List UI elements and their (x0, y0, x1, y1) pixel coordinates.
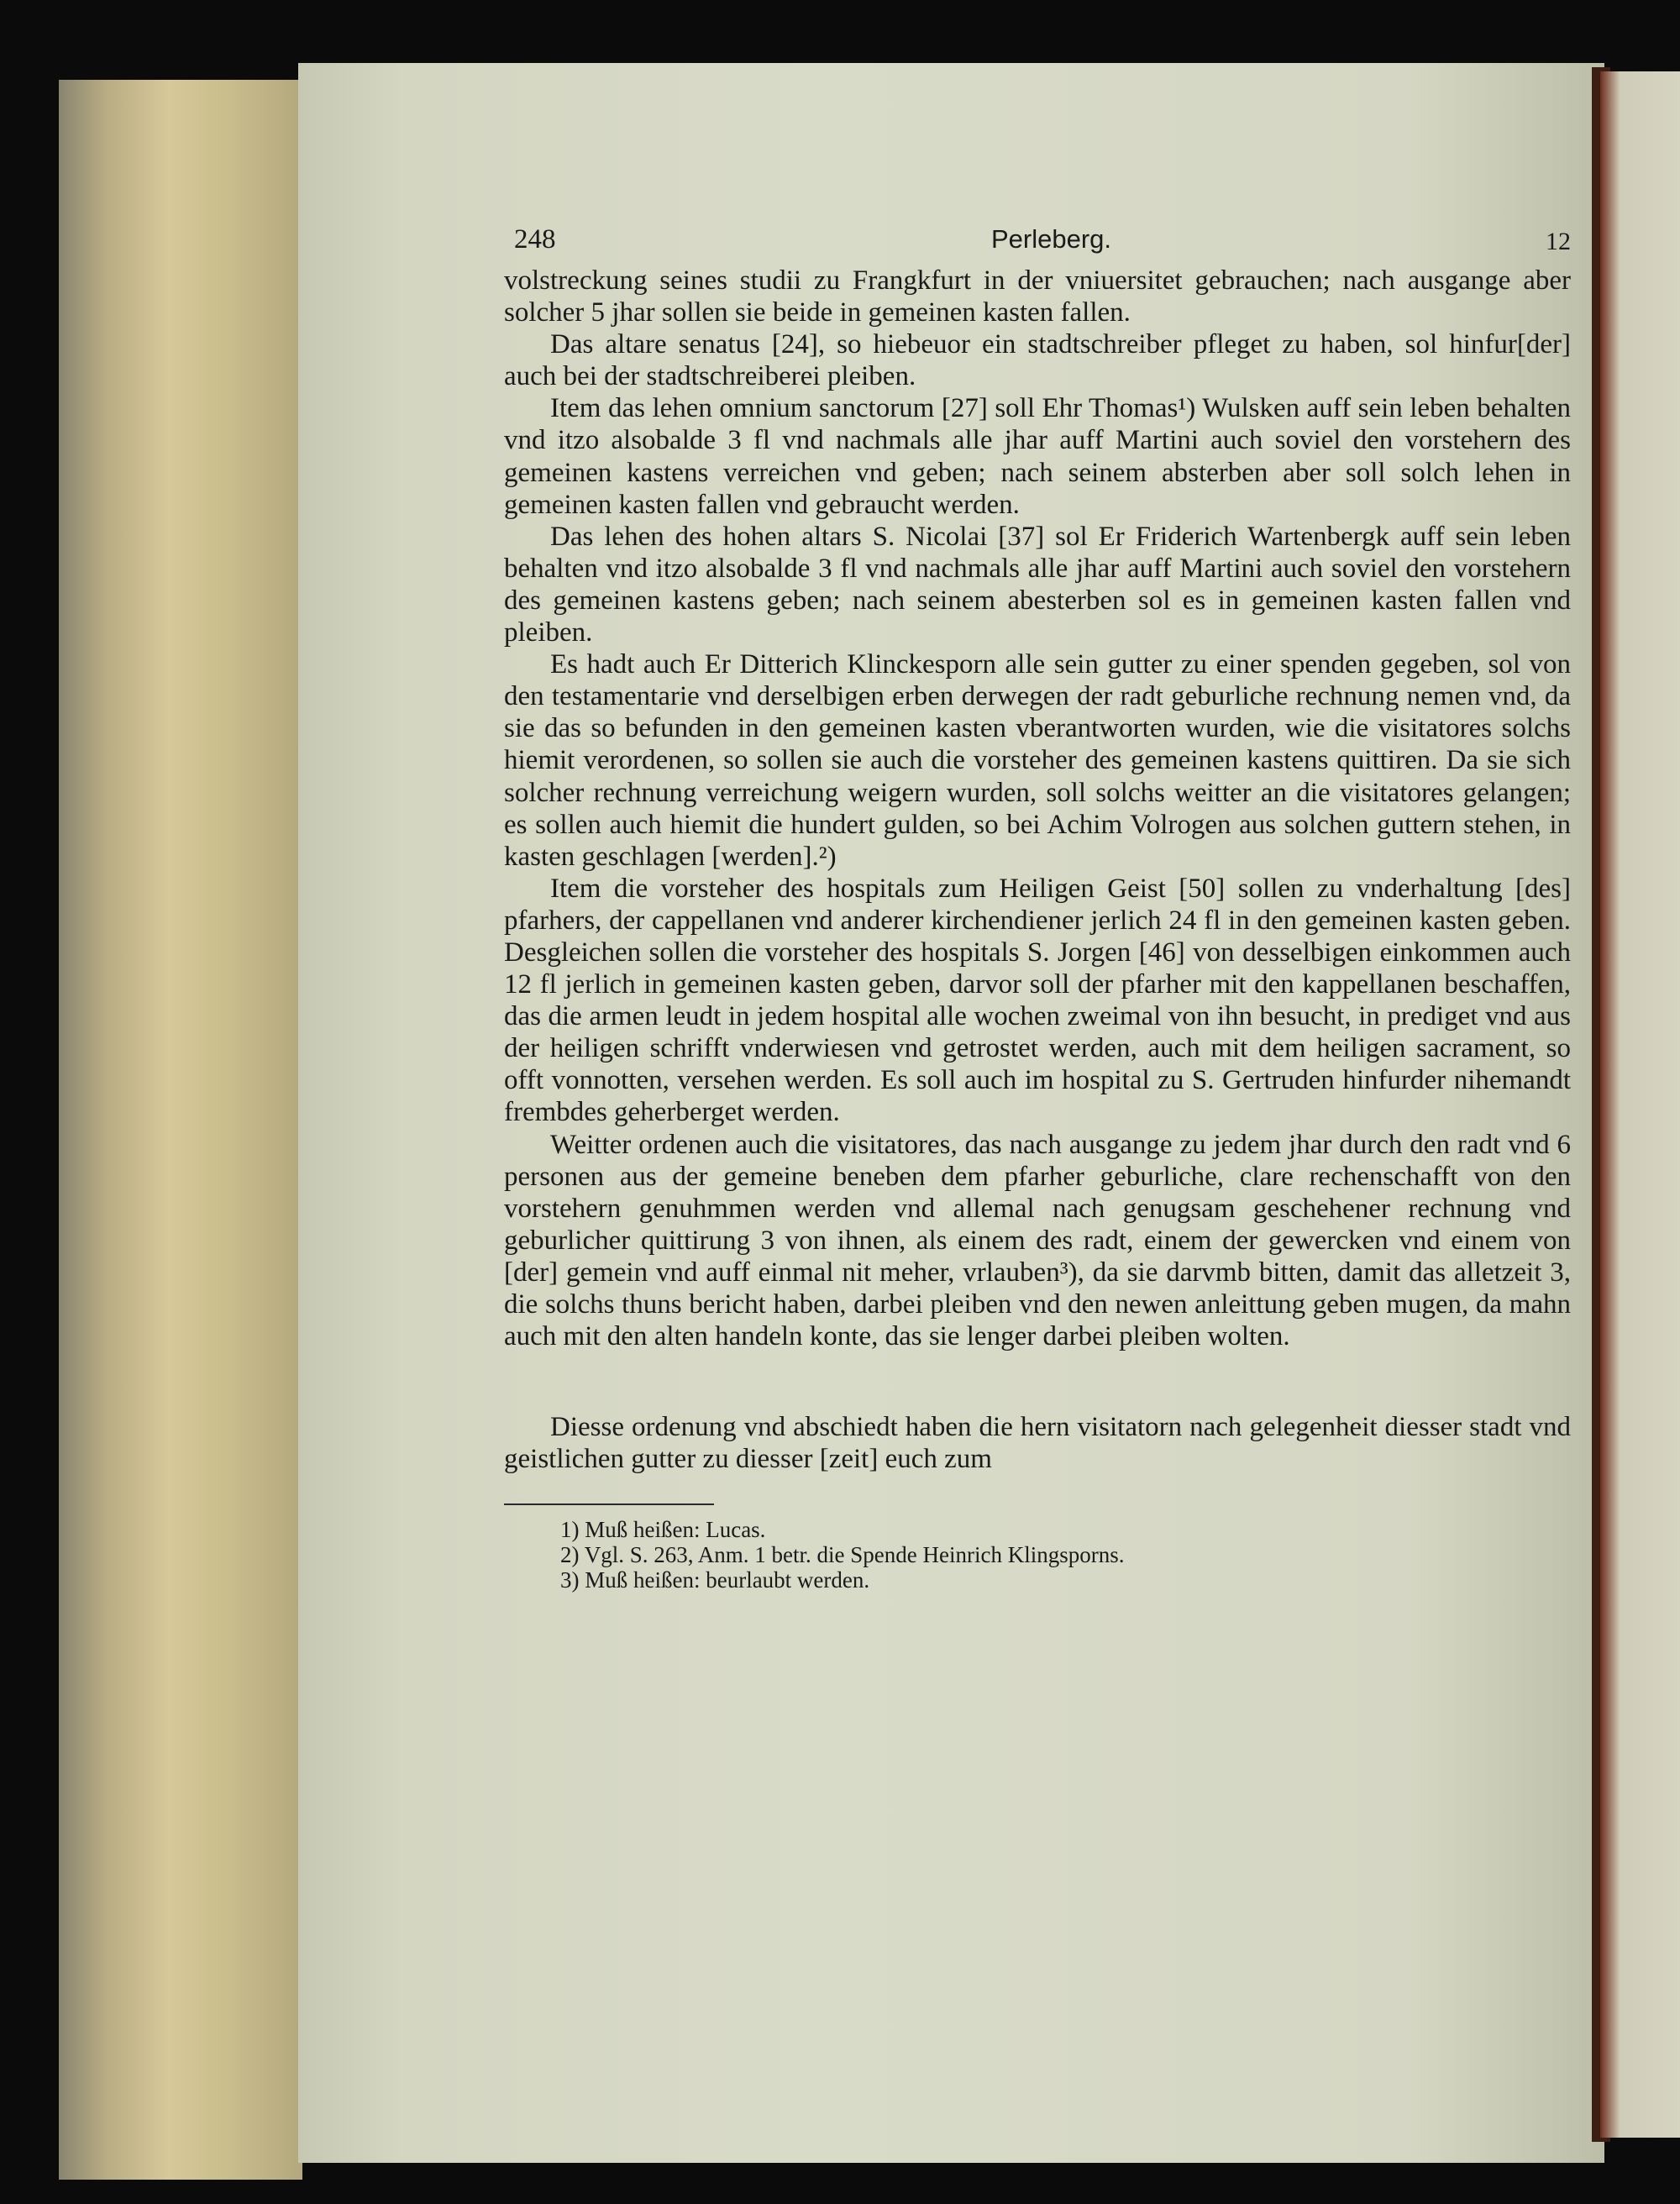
main-text (504, 265, 1571, 1475)
paragraph: Item die vorsteher des hospitals zum Heiligen Geist [50] sollen zu vnderhaltung [des] pfarhers, der cappellanen vnd anderer kirchendiener jerlich 24 fl in den gemeinen kasten geben. Desgleichen sollen die vorsteher des hospitals S. Jorgen [46] von desselbigen einkommen auch 12 fl jerlich in gemeinen kasten geben, darvor soll der pfarher mit den kappellanen beschaffen, das die armen leudt in jedem hospital alle wochen zweimal von ihn besucht, in prediget vnd aus der heiligen schrifft vnderwiesen vnd getrostet werden, auch mit dem heiligen sacrament, so offt vonnotten, versehen werden. Es soll auch im hospital zu S. Gertruden hinfurder nihemandt frembdes geherberget werden. (504, 873, 1571, 1128)
section-gap (504, 1352, 1571, 1411)
paragraph: Das altare senatus [24], so hiebeuor ein stadtschreiber pfleget zu haben, sol hinfur[der] auch bei der stadtschreiberei pleiben. (504, 329, 1571, 392)
paragraph: Weitter ordenen auch die visitatores, das nach ausgange zu jedem jhar durch den radt vnd 6 personen aus der gemeine beneben dem pfarher geburliche, clare rechenschafft von den vorstehern genuhmmen werden vnd allemal nach genugsam geschehener rechnung vnd geburlicher quittirung 3 von ihnen, als einem des radt, einem der gewercken vnd einem von [der] gemein vnd auff einmal nit meher, vrlauben³), da sie darvmb bitten, damit das alletzeit 3, die solchs thuns bericht haben, darbei pleiben vnd den newen anleittung geben mugen, da mahn auch mit den alten handeln konte, das sie lenger darbei pleiben wolten. (504, 1129, 1571, 1352)
running-title: Perleberg. (991, 224, 1112, 254)
paragraph: Es hadt auch Er Ditterich Klinckesporn alle sein gutter zu einer spenden gegeben, sol von den testamentarie vnd derselbigen erben derwegen der radt geburliche rechnung nemen vnd, da sie das so befunden in den gemeinen kasten vberantworten wurden, wie die visitatores solchs hiemit verordenen, so sollen sie auch die vorsteher des gemeinen kastens quittiren. Da sie sich solcher rechnung verreichung weigern wurden, soll solchs weitter an die visitatores gelangen; es sollen auch hiemit die hundert gulden, so bei Achim Volrogen aus solchen guttern stehen, in kasten geschlagen [werden].²) (504, 649, 1571, 872)
footnote-rule (504, 1503, 714, 1505)
footnotes (504, 1517, 1571, 1593)
page-text-block (504, 214, 1571, 1593)
paragraph: volstreckung seines studii zu Frangkfurt in der vniuersitet gebrauchen; nach ausgange aber solcher 5 jhar sollen sie beide in gemeinen kasten fallen. (504, 265, 1571, 328)
corner-mark: 12 (1546, 228, 1571, 255)
paragraph: Diesse ordenung vnd abschiedt haben die hern visitatorn nach gelegenheit diesser stadt vnd geistlichen gutter zu diesser [zeit] euch zum (504, 1412, 1571, 1475)
footnote: 2) Vgl. S. 263, Anm. 1 betr. die Spende Heinrich Klingsporns. (560, 1542, 1125, 1568)
paragraph: Item das lehen omnium sanctorum [27] soll Ehr Thomas¹) Wulsken auff sein leben behalten vnd itzo alsobalde 3 fl vnd nachmals alle jhar auff Martini auch soviel den vorstehern des gemeinen kastens verreichen vnd geben; nach seinem absterben aber soll solch lehen in gemeinen kasten fallen vnd gebraucht werden. (504, 393, 1571, 520)
right-page-edge (1600, 71, 1680, 2138)
paragraph: Das lehen des hohen altars S. Nicolai [37] sol Er Friderich Wartenbergk auff sein leben behalten vnd itzo alsobalde 3 fl vnd nachmals alle jhar auff Martini auch soviel den vorstehern des gemeinen kastens geben; nach seinem abesterben sol es in gemeinen kasten fallen vnd pleiben. (504, 521, 1571, 648)
page-block-edge (59, 80, 302, 2180)
footnote: 1) Muß heißen: Lucas. (560, 1517, 766, 1543)
footnote: 3) Muß heißen: beurlaubt werden. (560, 1567, 870, 1593)
running-header (504, 214, 1571, 265)
page-number: 248 (514, 224, 556, 255)
